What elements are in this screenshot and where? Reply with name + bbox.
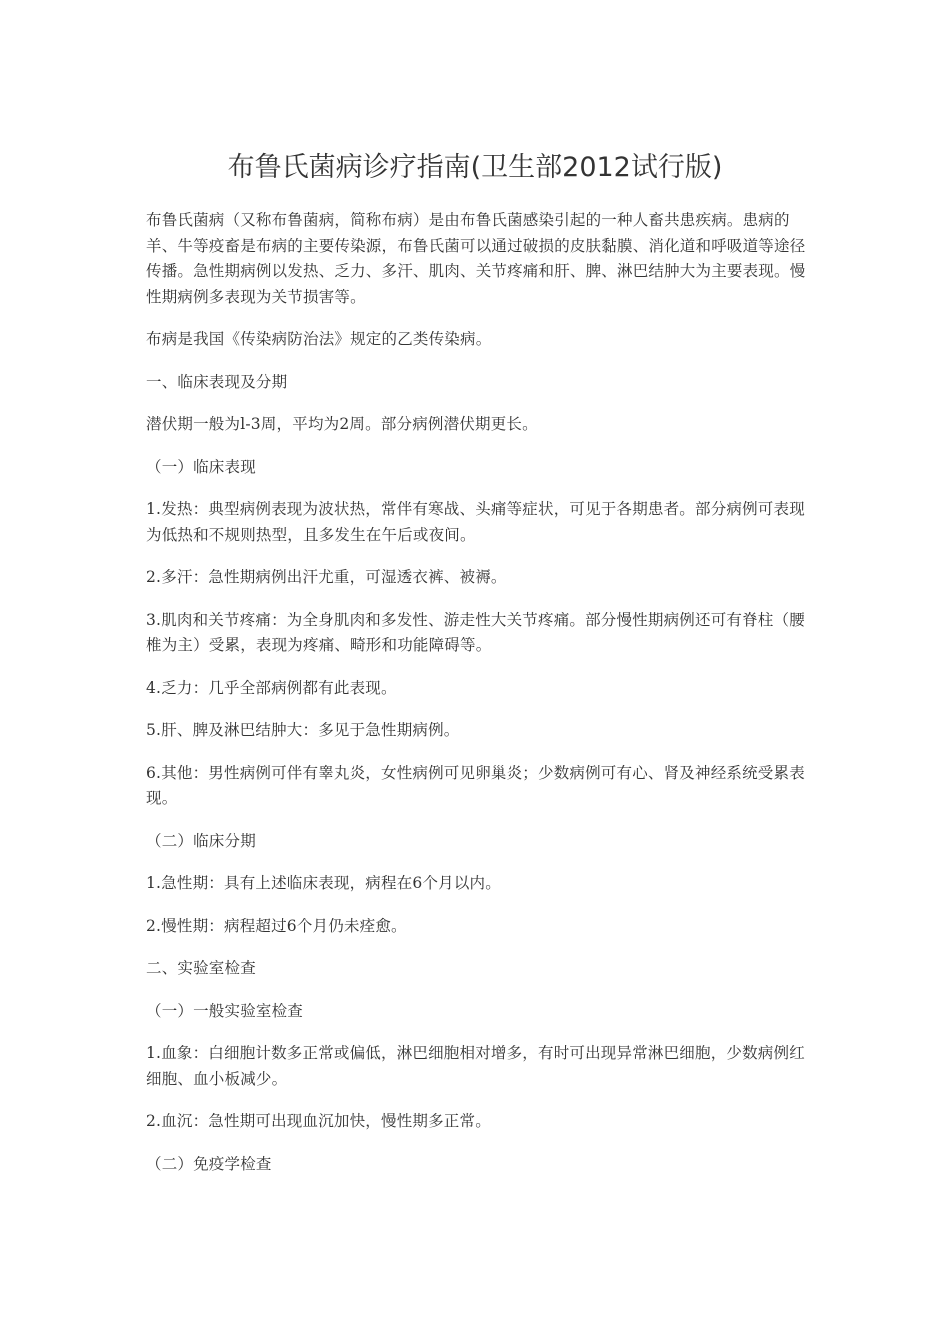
subsection-heading-immunology: （二）免疫学检查 bbox=[146, 1154, 272, 1173]
section-heading-lab-tests: 二、实验室检查 bbox=[146, 959, 256, 977]
symptom-item-fatigue: 4.乏力：几乎全部病例都有此表现。 bbox=[146, 678, 397, 697]
subsection-heading-staging: （二）临床分期 bbox=[146, 831, 256, 850]
subsection-heading-clinical-features: （一）临床表现 bbox=[146, 457, 256, 476]
symptom-item-sweating: 2.多汗：急性期病例出汗尤重，可湿透衣裤、被褥。 bbox=[146, 568, 507, 586]
lab-item-blood-count: 1.血象：白细胞计数多正常或偏低，淋巴细胞相对增多，有时可出现异常淋巴细胞，少数病例红细胞、血小板减少。 bbox=[146, 1044, 805, 1088]
legal-status-paragraph: 布病是我国《传染病防治法》规定的乙类传染病。 bbox=[146, 330, 492, 348]
symptom-item-enlargement: 5.肝、脾及淋巴结肿大：多见于急性期病例。 bbox=[146, 721, 460, 739]
symptom-item-joint-pain: 3.肌肉和关节疼痛：为全身肌肉和多发性、游走性大关节疼痛。部分慢性期病例还可有脊柱（腰椎为主）受累，表现为疼痛、畸形和功能障碍等。 bbox=[146, 610, 805, 654]
lab-item-esr: 2.血沉：急性期可出现血沉加快，慢性期多正常。 bbox=[146, 1112, 491, 1130]
incubation-paragraph: 潜伏期一般为l-3周，平均为2周。部分病例潜伏期更长。 bbox=[146, 415, 538, 433]
document-title: 布鲁氏菌病诊疗指南(卫生部2012试行版) bbox=[227, 152, 723, 183]
intro-paragraph: 布鲁氏菌病（又称布鲁菌病，简称布病）是由布鲁氏菌感染引起的一种人畜共患疾病。患病的羊、牛等疫畜是布病的主要传染源，布鲁氏菌可以通过破损的皮肤黏膜、消化道和呼吸道等途径传播。急性期病例以发热、乏力、多汗、肌肉、关节疼痛和肝、脾、淋巴结肿大为主要表现。慢性期病例多表现为关节损害等。 bbox=[146, 211, 806, 306]
section-heading-clinical: 一、临床表现及分期 bbox=[146, 372, 288, 391]
stage-item-chronic: 2.慢性期：病程超过6个月仍未痊愈。 bbox=[146, 916, 407, 935]
stage-item-acute: 1.急性期：具有上述临床表现，病程在6个月以内。 bbox=[146, 874, 501, 892]
document-body bbox=[146, 208, 806, 1194]
symptom-item-fever: 1.发热：典型病例表现为波状热，常伴有寒战、头痛等症状，可见于各期患者。部分病例可表现为低热和不规则热型，且多发生在午后或夜间。 bbox=[146, 500, 805, 544]
symptom-item-other: 6.其他：男性病例可伴有睾丸炎，女性病例可见卵巢炎；少数病例可有心、肾及神经系统受累表现。 bbox=[146, 763, 805, 807]
subsection-heading-general-lab: （一）一般实验室检查 bbox=[146, 1001, 304, 1020]
